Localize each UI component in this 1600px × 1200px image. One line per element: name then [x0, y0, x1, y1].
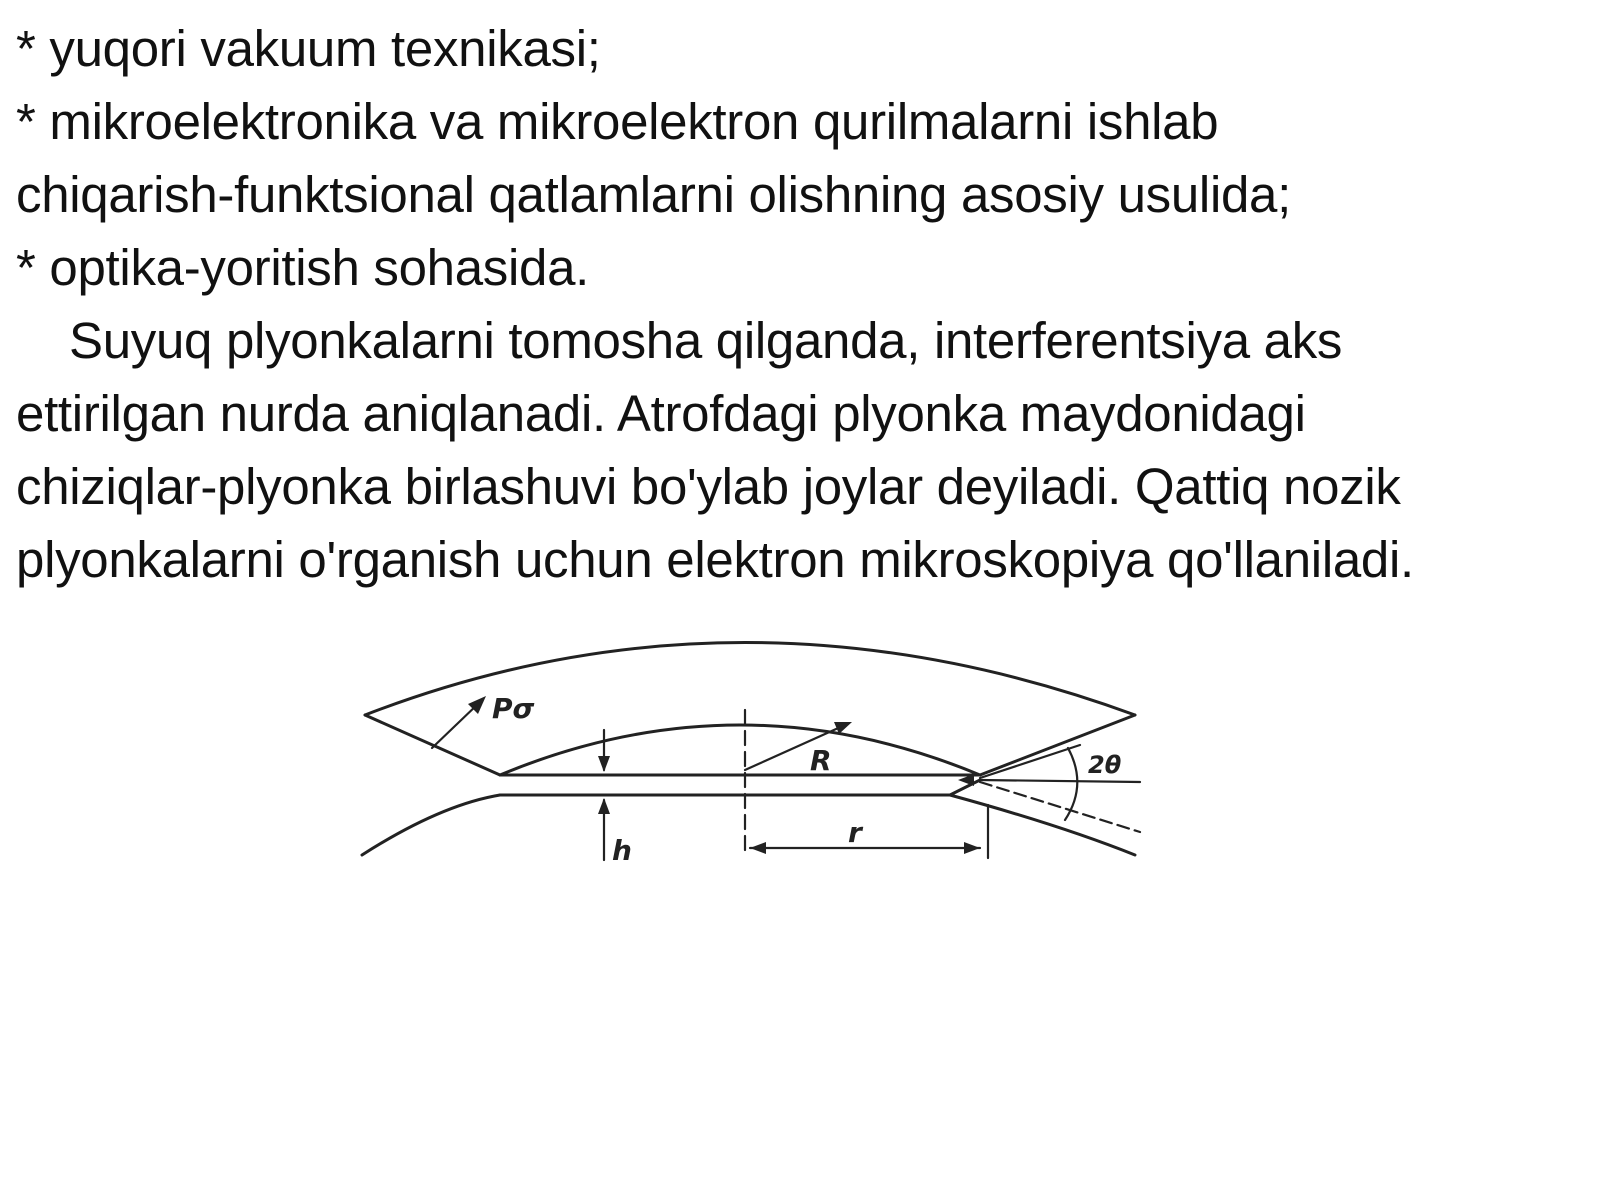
angle-dashed-line — [980, 782, 1140, 832]
film-bubble-diagram — [340, 610, 1160, 900]
pressure-arrow — [432, 702, 480, 748]
outer-left-edge — [365, 715, 500, 775]
diagram-drawing — [340, 610, 1160, 900]
lower-film-line — [500, 780, 980, 795]
pressure-label: Pσ — [492, 692, 535, 725]
paragraph-line-4: plyonkalarni o'rganish uchun elektron mikroskopiya qo'llaniladi. — [16, 531, 1414, 588]
distance-arrow-right-head — [964, 842, 980, 854]
angle-lower-line — [980, 780, 1140, 782]
bullet-microelectronics: * mikroelektronika va mikroelektron qurilmalarni ishlab — [16, 93, 1219, 150]
radius-label: R — [810, 744, 832, 777]
angle-upper-line — [980, 745, 1080, 778]
angle-label: 2θ — [1088, 751, 1122, 779]
height-label: h — [612, 834, 632, 867]
lower-left-arc — [362, 795, 500, 855]
bullet-microelectronics-continued: chiqarish-funktsional qatlamlarni olishning asosiy usulida; — [16, 166, 1291, 223]
distance-arrow-left-head — [750, 842, 766, 854]
bullet-vacuum-technique: * yuqori vakuum texnikasi; — [16, 20, 601, 77]
bullet-optics: * optika-yoritish sohasida. — [16, 239, 590, 296]
paragraph-line-3: chiziqlar-plyonka birlashuvi bo'ylab joylar deyiladi. Qattiq nozik — [16, 458, 1401, 515]
bubble-dome — [500, 725, 980, 775]
height-arrow-bottom-head — [598, 798, 610, 814]
paragraph-line-2: ettirilgan nurda aniqlanadi. Atrofdagi plyonka maydonidagi — [16, 385, 1306, 442]
slide-body-text — [16, 12, 1586, 596]
distance-label: r — [848, 816, 862, 849]
height-arrow-top-head — [598, 756, 610, 772]
lower-right-arc — [950, 795, 1135, 855]
paragraph-line-1: Suyuq plyonkalarni tomosha qilganda, interferentsiya aks — [69, 312, 1343, 369]
